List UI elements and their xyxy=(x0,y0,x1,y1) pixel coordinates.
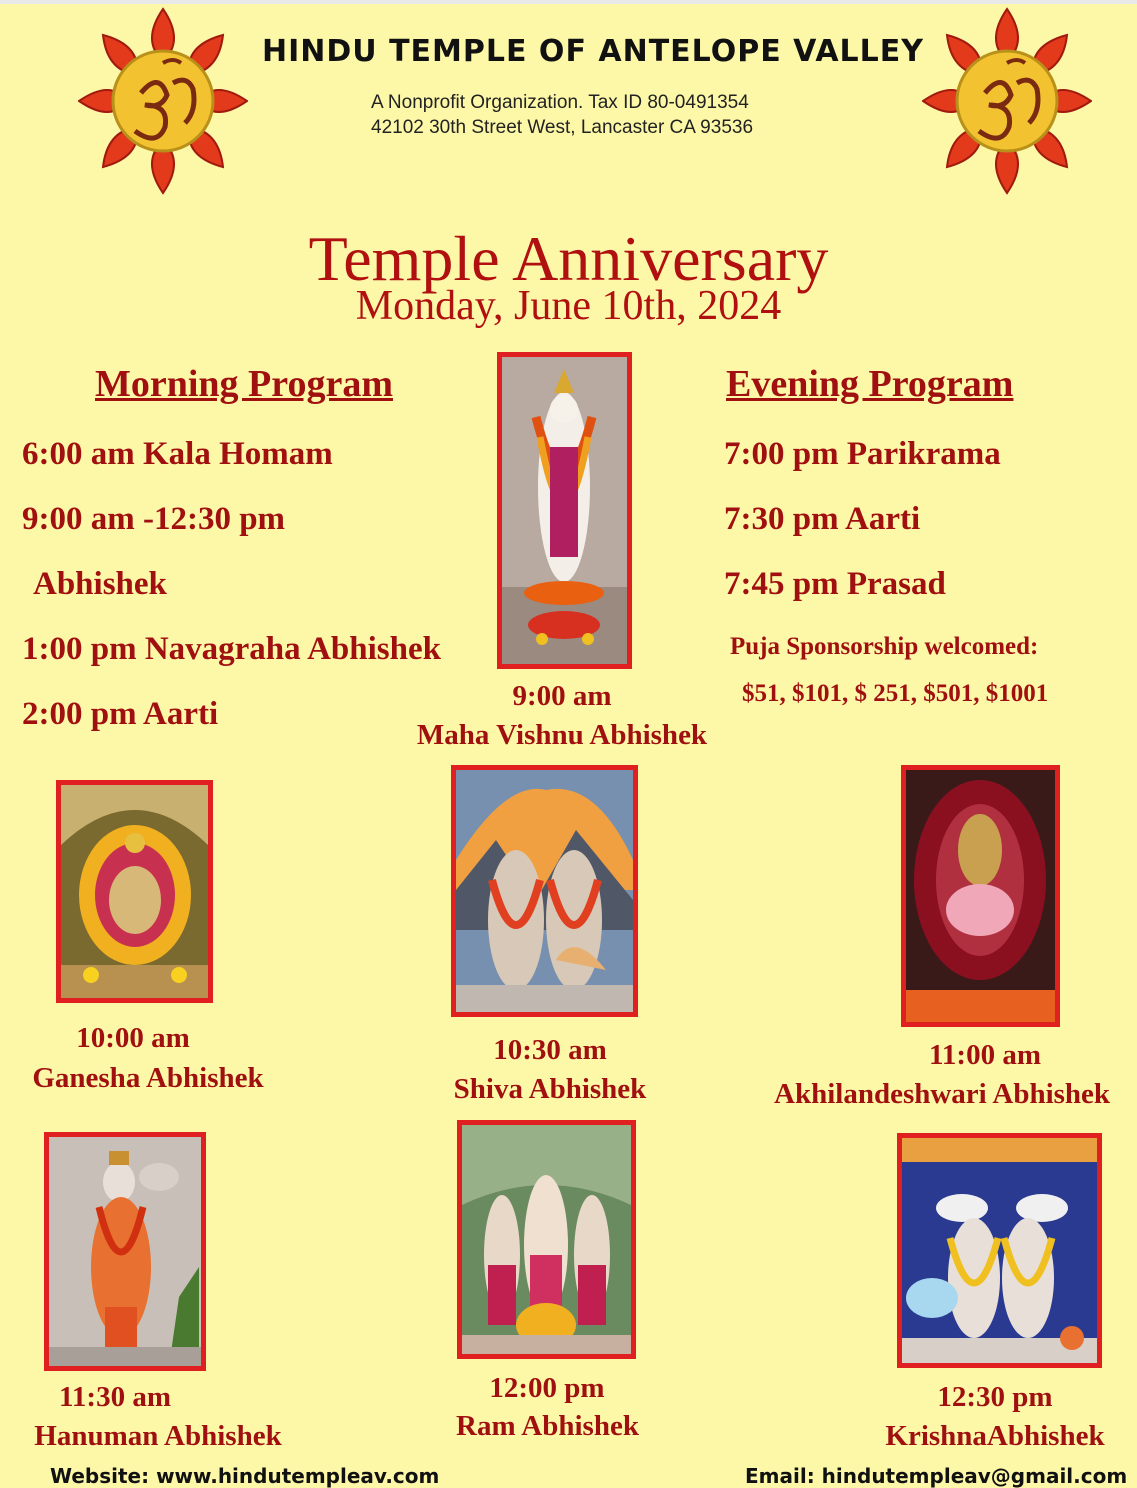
akhilandeshwari-photo xyxy=(901,765,1060,1027)
vishnu-time: 9:00 am xyxy=(512,680,612,712)
org-address: 42102 30th Street West, Lancaster CA 93536 xyxy=(371,117,754,138)
event-title: Temple Anniversary xyxy=(308,223,829,294)
hanuman-time: 11:30 am xyxy=(59,1381,171,1413)
ram-time: 12:00 pm xyxy=(489,1372,605,1404)
evening-item: 7:00 pm Parikrama xyxy=(724,436,1001,472)
org-name: HINDU TEMPLE OF ANTELOPE VALLEY xyxy=(262,34,924,69)
ram-photo xyxy=(457,1120,636,1359)
hanuman-name: Hanuman Abhishek xyxy=(34,1420,282,1452)
evening-item: 7:30 pm Aarti xyxy=(724,501,921,537)
shiva-name: Shiva Abhishek xyxy=(453,1073,647,1105)
om-lotus-logo-left xyxy=(78,6,248,196)
shiva-photo xyxy=(451,765,638,1017)
ganesha-photo xyxy=(56,780,213,1003)
hanuman-photo xyxy=(44,1132,206,1371)
morning-item: 1:00 pm Navagraha Abhishek xyxy=(22,631,441,667)
morning-item: 9:00 am -12:30 pm xyxy=(22,501,286,537)
morning-program-heading: Morning Program xyxy=(95,363,393,405)
sponsorship-amounts: $51, $101, $ 251, $501, $1001 xyxy=(742,680,1049,707)
evening-program-heading: Evening Program xyxy=(726,363,1014,405)
akhilandeshwari-time: 11:00 am xyxy=(929,1039,1041,1071)
krishna-photo xyxy=(897,1133,1102,1368)
akhilandeshwari-name: Akhilandeshwari Abhishek xyxy=(774,1078,1111,1110)
evening-item: 7:45 pm Prasad xyxy=(724,566,946,602)
morning-item: 6:00 am Kala Homam xyxy=(22,436,333,472)
morning-item: Abhishek xyxy=(33,566,167,602)
shiva-time: 10:30 am xyxy=(493,1034,607,1066)
krishna-time: 12:30 pm xyxy=(937,1381,1053,1413)
krishna-name: KrishnaAbhishek xyxy=(885,1420,1105,1452)
email-link[interactable]: Email: hindutempleav@gmail.com xyxy=(745,1464,1128,1488)
sponsorship-label: Puja Sponsorship welcomed: xyxy=(730,633,1039,660)
ganesha-name: Ganesha Abhishek xyxy=(32,1062,264,1094)
vishnu-name: Maha Vishnu Abhishek xyxy=(416,719,708,751)
maha-vishnu-photo xyxy=(497,352,632,669)
org-subtitle: A Nonprofit Organization. Tax ID 80-0491354 xyxy=(371,92,749,113)
ram-name: Ram Abhishek xyxy=(456,1410,639,1442)
om-lotus-logo-right xyxy=(922,6,1092,196)
top-border xyxy=(0,0,1137,4)
website-link[interactable]: Website: www.hindutempleav.com xyxy=(50,1464,440,1488)
ganesha-time: 10:00 am xyxy=(76,1022,190,1054)
morning-item: 2:00 pm Aarti xyxy=(22,696,219,732)
event-date: Monday, June 10th, 2024 xyxy=(355,283,782,329)
